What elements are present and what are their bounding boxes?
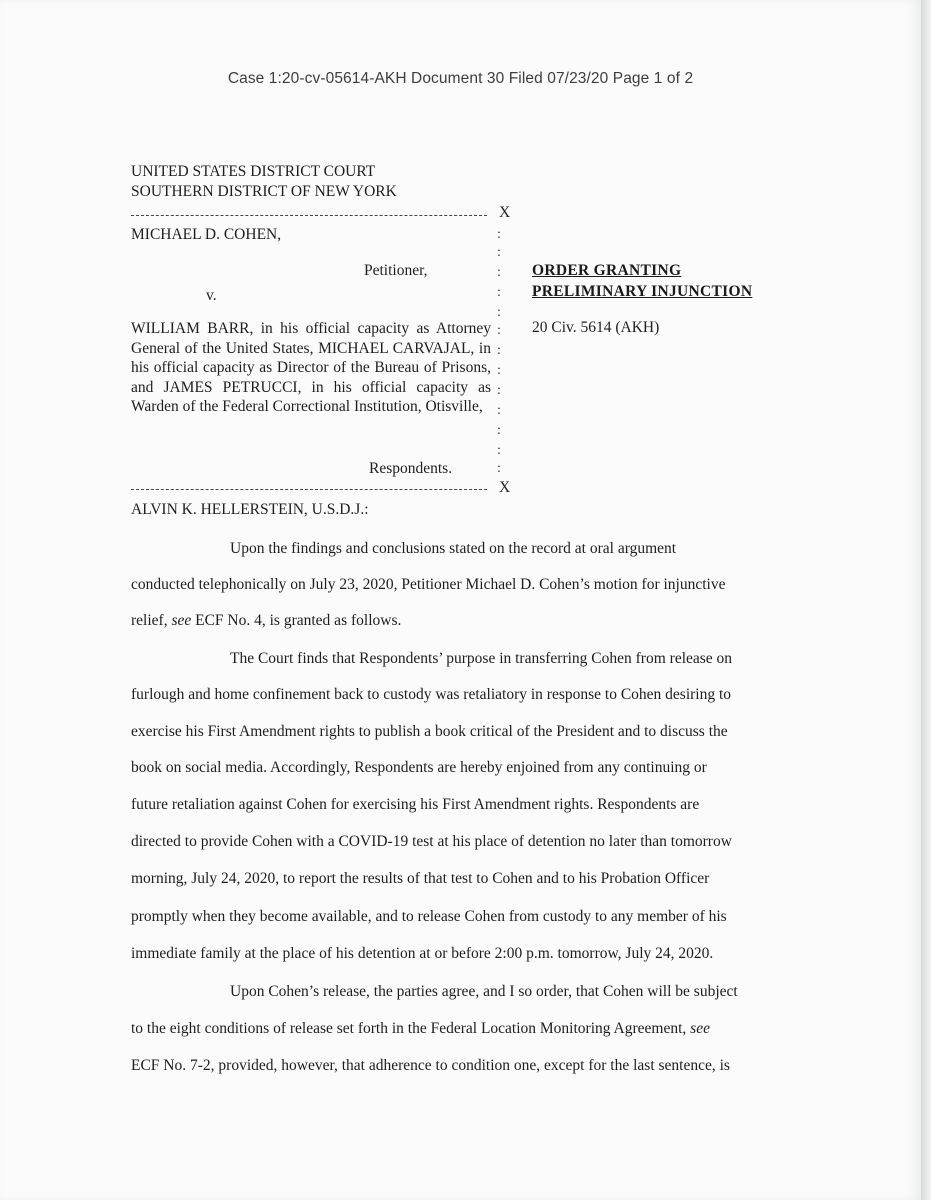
court-name-line2: SOUTHERN DISTRICT OF NEW YORK [131,183,397,200]
body-line: relief, see ECF No. 4, is granted as follows. [131,612,402,629]
body-line: future retaliation against Cohen for exercising his First Amendment rights. Respondents are [131,796,700,813]
court-name-line1: UNITED STATES DISTRICT COURT [131,163,376,180]
case-number: 20 Civ. 5614 (AKH) [532,319,660,336]
body-line: ECF No. 7-2, provided, however, that adherence to condition one, except for the last sentence, is [131,1057,730,1074]
caption-bottom-rule [131,489,487,490]
versus: v. [206,287,217,304]
document-page: Case 1:20-cv-05614-AKH Document 30 Filed 07/23/20 Page 1 of 2 UNITED STATES DISTRICT COURT SOUTHERN DISTRICT OF NEW YORK X : : : : : : : : : : : : : MICHAEL D. COHEN, Petitioner, v. WILLIAM BARR, in his official capacity as Attorney General of the United States, MICHAEL CARVAJAL, in his official capacity as Director of the Bureau of Prisons, and JAMES PETRUCCI, in his official capacity as Warden of the Federal Correctional Institution, Otisville, Respondents. X ALVIN K. HELLERSTEIN, U.S.D.J.: ORDER GRANTING PRELIMINARY INJUNCTION 20 Civ. 5614 (AKH) Upon the findings and conclusions stated on the record at oral argument conducted telephonically on July 23, 2020, Petitioner Michael D. Cohen’s motion for injunctive relief, see ECF No. 4, is granted as follows. The Court finds that Respondents’ purpose in transferring Cohen from release on furlough and home confinement back to custody was retaliatory in response to Cohen desiring to exercise his First Amendment rights to publish a book critical of the President and to discuss the book on social media. Accordingly, Respondents are hereby enjoined from any continuing or future retaliation against Cohen for exercising his First Amendment rights. Respondents are directed to provide Cohen with a COVID-19 test at his place of detention no later than tomorrow morning, July 24, 2020, to report the results of that test to Cohen and to his Probation Officer promptly when they become available, and to release Cohen from custody to any member of his immediate family at the place of his detention at or before 2:00 p.m. tomorrow, July 24, 2020. Upon Cohen’s release, the parties agree, and I so order, that Cohen will be subject to the eight conditions of release set forth in the Federal Location Monitoring Agreement, see ECF No. 7-2, provided, however, that adherence to condition one, except for the last sentence, is [0,0,923,1200]
respondents-role: Respondents. [369,460,453,477]
respondents-description: WILLIAM BARR, in his official capacity as Attorney General of the United States, MICHAEL CARVAJAL, in his official capacity as Director of the Bureau of Prisons, and JAMES PETRUCCI, in his official capacity as Warden of the Federal Correctional Institution, Otisville, [131,320,491,415]
body-line: furlough and home confinement back to custody was retaliatory in response to Cohen desiring to [131,686,732,703]
judge-line: ALVIN K. HELLERSTEIN, U.S.D.J.: [131,501,369,518]
caption-x-bottom: X [499,479,511,496]
body-line: Upon the findings and conclusions stated on the record at oral argument [230,540,677,557]
petitioner-role: Petitioner, [364,262,428,279]
body-line: exercise his First Amendment rights to publish a book critical of the President and to discuss the [131,723,728,740]
order-title-line2: PRELIMINARY INJUNCTION [532,283,753,300]
body-line: promptly when they become available, and to release Cohen from custody to any member of his [131,908,727,925]
body-line: directed to provide Cohen with a COVID-19 test at his place of detention no later than tomorrow [131,833,732,850]
body-line: Upon Cohen’s release, the parties agree, and I so order, that Cohen will be subject [230,983,738,1000]
body-line: conducted telephonically on July 23, 2020, Petitioner Michael D. Cohen’s motion for injunctive [131,576,726,593]
scan-background-edge [921,0,931,1200]
body-line: to the eight conditions of release set forth in the Federal Location Monitoring Agreement, see [131,1020,710,1037]
caption-top-rule [131,215,487,216]
caption-x-top: X [499,204,511,221]
ecf-header-stamp: Case 1:20-cv-05614-AKH Document 30 Filed 07/23/20 Page 1 of 2 [227,70,694,87]
petitioner-name: MICHAEL D. COHEN, [131,226,282,243]
body-line: immediate family at the place of his detention at or before 2:00 p.m. tomorrow, July 24, 2020. [131,945,714,962]
order-title-line1: ORDER GRANTING [532,262,682,279]
body-line: morning, July 24, 2020, to report the results of that test to Cohen and to his Probation Officer [131,870,710,887]
body-line: book on social media. Accordingly, Respondents are hereby enjoined from any continuing or [131,759,707,776]
body-line: The Court finds that Respondents’ purpose in transferring Cohen from release on [230,650,733,667]
